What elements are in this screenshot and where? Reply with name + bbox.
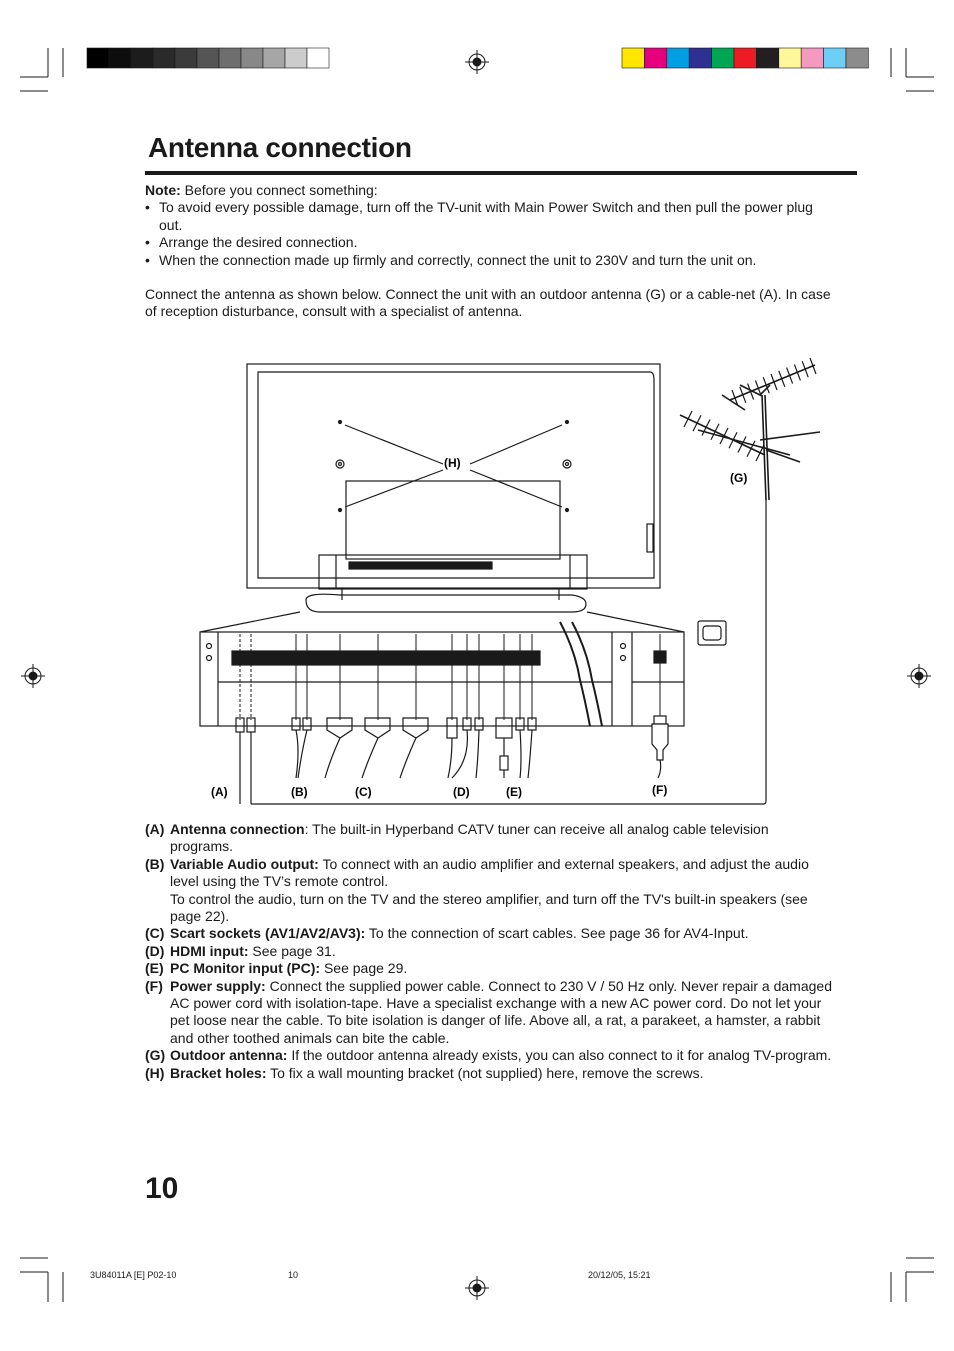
definition-term: PC Monitor input (PC): <box>170 960 321 977</box>
definition-key: (F) <box>145 977 163 994</box>
label-h: (H) <box>444 456 461 470</box>
definition-key: (E) <box>145 960 164 977</box>
definition-term: Scart sockets (AV1/AV2/AV3): <box>170 925 366 942</box>
label-b: (B) <box>291 785 308 799</box>
hdmi-plug-icon <box>447 718 457 738</box>
definition-key: (H) <box>145 1064 165 1081</box>
definition-key: (D) <box>145 942 165 959</box>
scart-plug-icon <box>327 718 352 738</box>
note-bullet: • To avoid every possible damage, turn off the TV-unit with Main Power Switch and then pull the power plug out. <box>145 199 835 234</box>
definition-c <box>145 925 835 942</box>
label-e: (E) <box>506 785 522 799</box>
definition-term: Bracket holes: <box>170 1064 267 1081</box>
definition-f <box>145 978 835 1048</box>
outdoor-antenna-icon <box>680 365 820 500</box>
label-a: (A) <box>211 785 228 799</box>
definitions-list <box>145 821 835 1082</box>
bracket-hole-icon <box>336 460 344 468</box>
page-title: Antenna connection <box>148 132 412 163</box>
definition-term: Antenna connection <box>170 821 305 837</box>
wall-socket-icon <box>698 621 726 645</box>
definition-text: : The built-in Hyperband CATV tuner can receive all analog cable television programs. <box>170 821 769 855</box>
definition-text: Connect the supplied power cable. Connect to 230 V / 50 Hz only. Never repair a damaged AC power cord with isolation-tape. Have a specialist exchange with a new AC power cord. Do not let your pet loose near the cable. To bite isolation is danger of life. Above all, a rat, a parakeet, a hamster, a rabbit and other toothed animals can bite the cable. <box>170 977 832 1046</box>
note-bullet: • Arrange the desired connection. <box>145 234 835 251</box>
label-g: (G) <box>730 471 748 485</box>
scart-plug-icon <box>403 718 428 738</box>
definition-h <box>145 1065 835 1082</box>
definition-term: HDMI input: <box>170 942 249 959</box>
scart-plug-icon <box>365 718 390 738</box>
note-label: Note: <box>145 182 181 198</box>
label-c: (C) <box>355 785 372 799</box>
note-text: Before you connect something: <box>180 182 378 198</box>
definition-key: (G) <box>145 1047 166 1064</box>
definition-a <box>145 821 835 856</box>
definition-text: If the outdoor antenna already exists, you can also connect to it for analog TV-program. <box>287 1047 832 1064</box>
definition-b <box>145 856 835 926</box>
footer-job-code: 3U84011A [E] P02-10 <box>90 1270 177 1280</box>
definition-g <box>145 1047 835 1064</box>
vga-plug-icon <box>496 718 512 738</box>
bracket-hole-icon <box>563 460 571 468</box>
definition-key: (A) <box>145 821 165 837</box>
intro-paragraph: Connect the antenna as shown below. Connect the unit with an outdoor antenna (G) or a cable-net (A). In case of reception disturbance, consult with a specialist of antenna. <box>145 286 831 320</box>
note-bullet: • When the connection made up firmly and correctly, connect the unit to 230V and turn the unit on. <box>145 252 835 269</box>
definition-text: To the connection of scart cables. See page 36 for AV4-Input. <box>365 925 749 942</box>
definition-text: See page 31. <box>248 942 336 959</box>
definition-key: (B) <box>145 855 165 872</box>
label-d: (D) <box>453 785 470 799</box>
definition-term: Power supply: <box>170 977 266 994</box>
footer-page: 10 <box>288 1270 299 1280</box>
definition-term: Variable Audio output: <box>170 855 319 872</box>
tv-back-inner <box>258 372 654 578</box>
power-plug-icon <box>652 724 668 760</box>
definition-text: See page 29. <box>320 960 408 977</box>
definition-term: Outdoor antenna: <box>170 1047 288 1064</box>
definition-e <box>145 960 835 977</box>
page-number: 10 <box>145 1172 179 1205</box>
definition-extra: To control the audio, turn on the TV and the stereo amplifier, and turn off the TV's built-in speakers (see page 22). <box>170 890 808 925</box>
definition-key: (C) <box>145 925 165 942</box>
label-f: (F) <box>652 783 668 797</box>
definition-text: To fix a wall mounting bracket (not supplied) here, remove the screws. <box>266 1064 704 1081</box>
definition-text: To connect with an audio amplifier and external speakers, and adjust the audio level using the TV’s remote control. <box>170 855 809 890</box>
definition-d <box>145 943 835 960</box>
footer-timestamp: 20/12/05, 15:21 <box>588 1270 651 1280</box>
